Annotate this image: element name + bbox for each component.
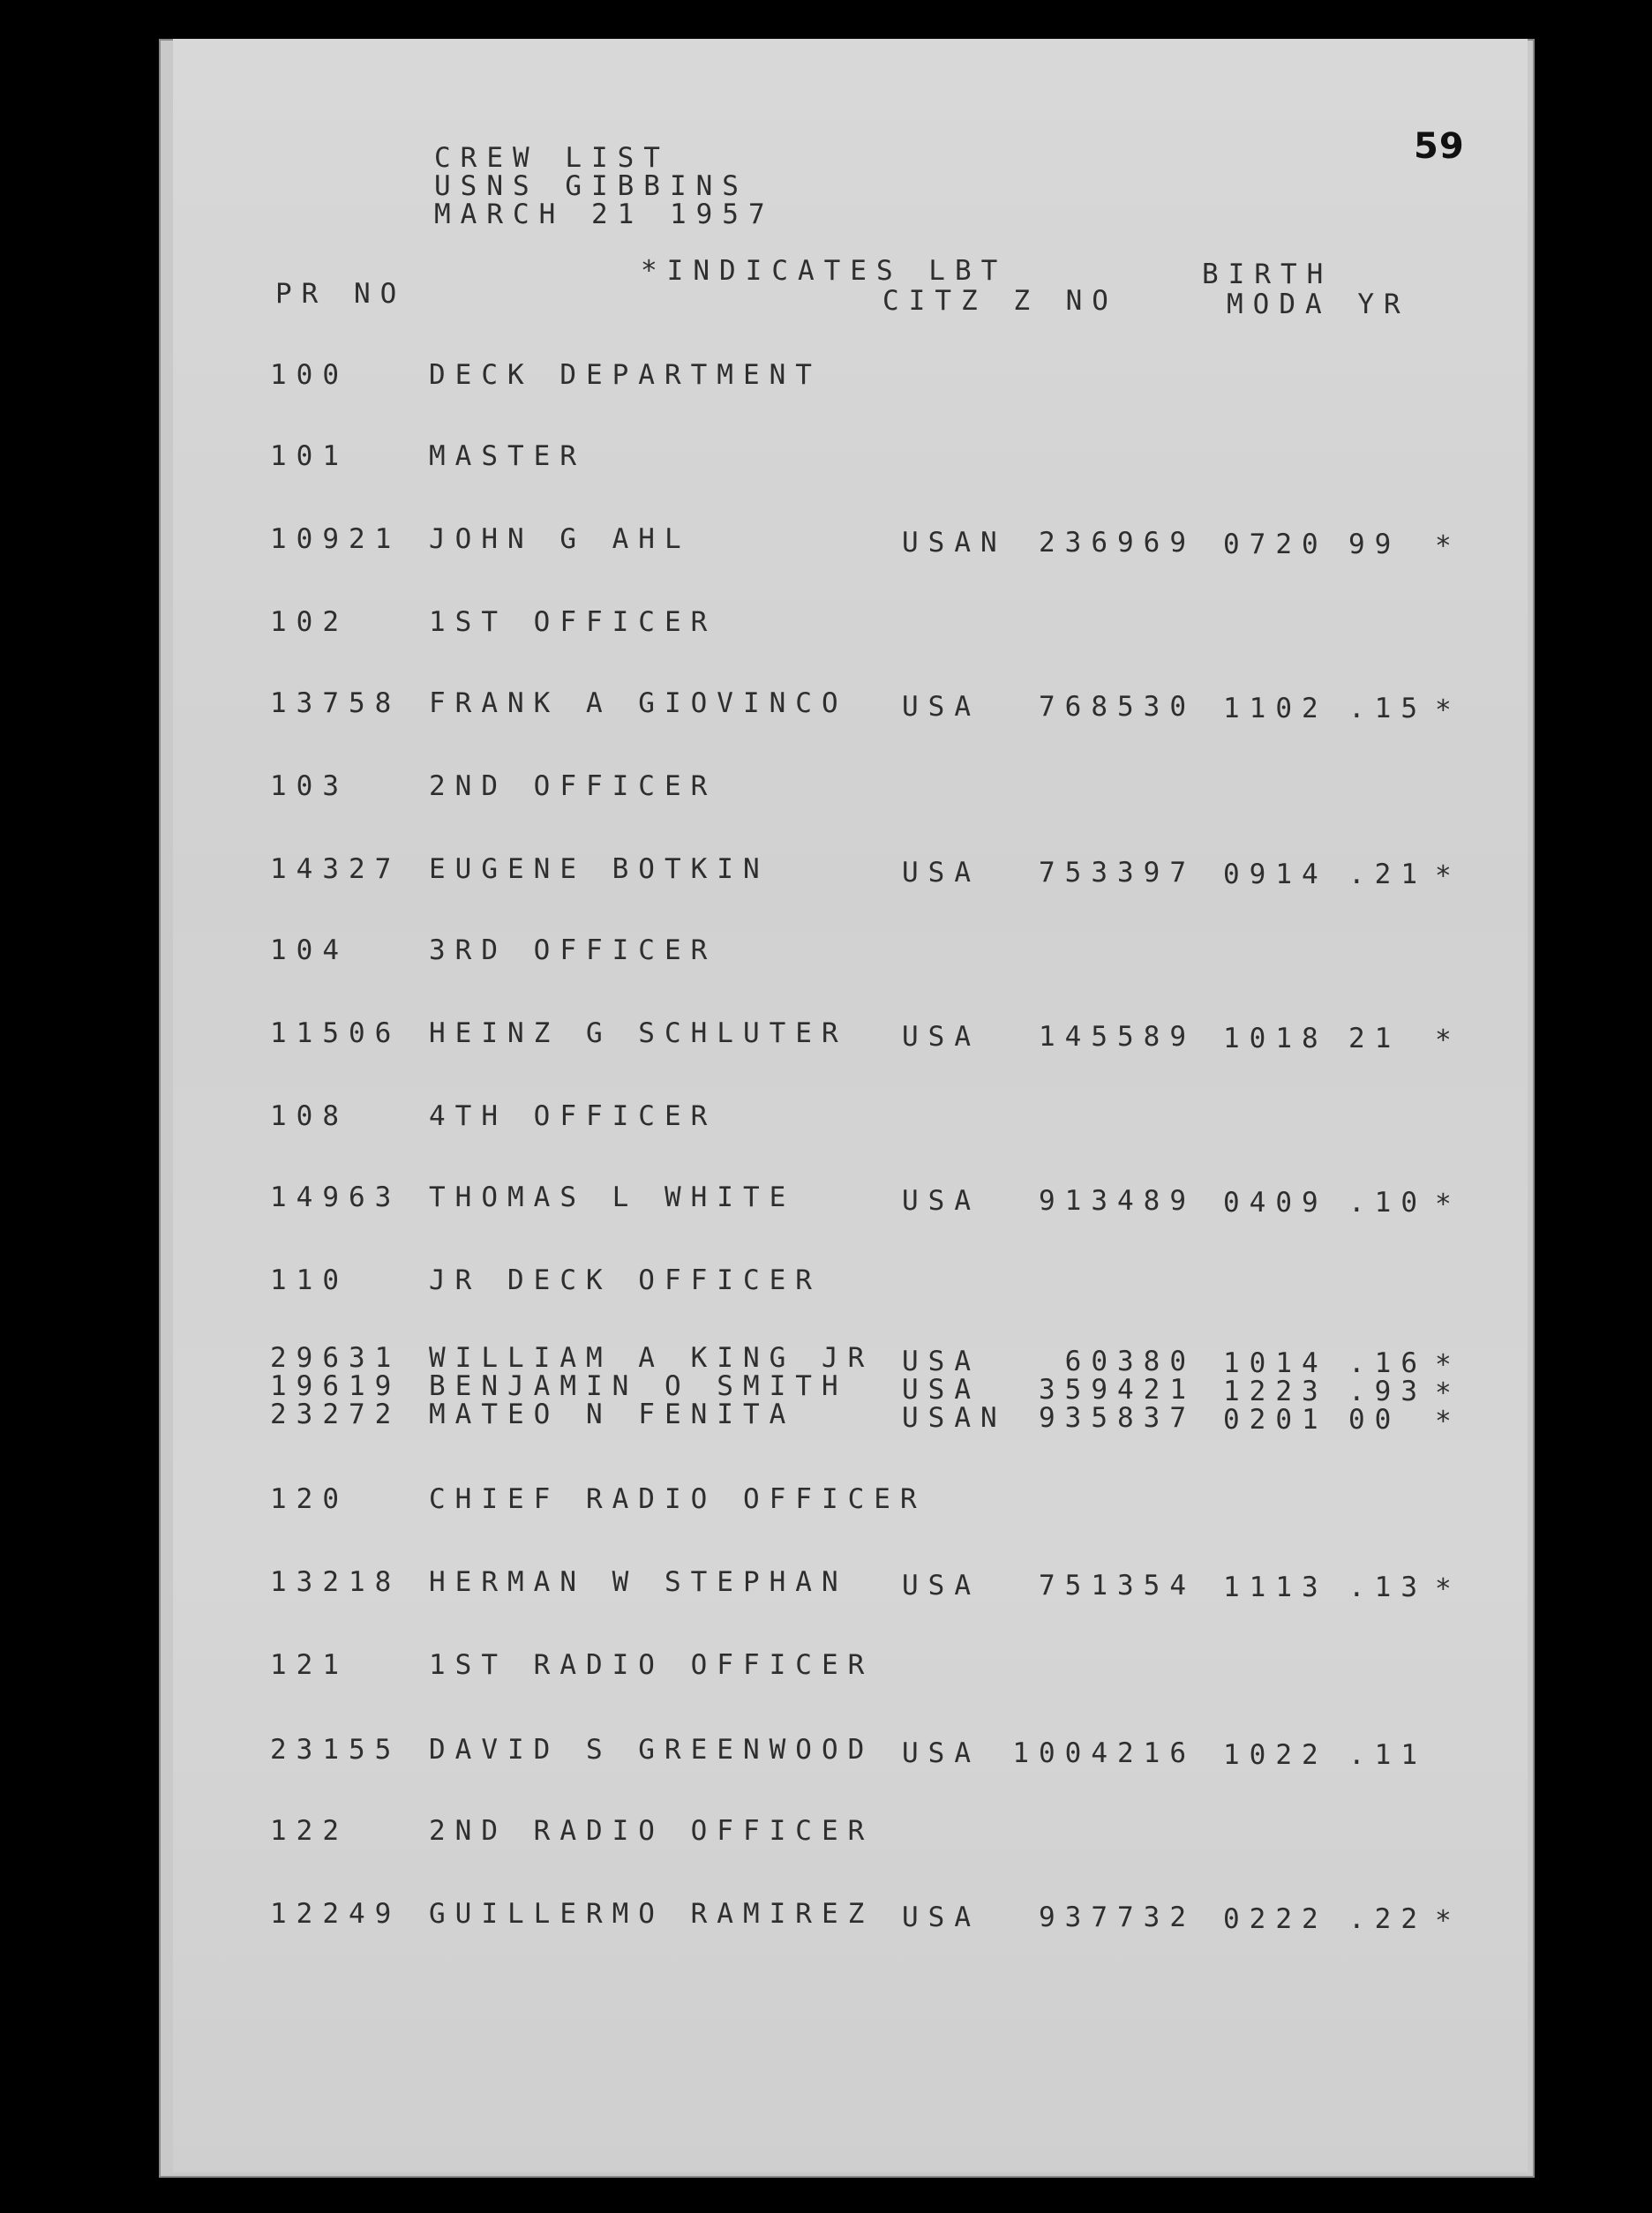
crew-name: HERMAN W STEPHAN [429, 1566, 848, 1598]
crew-pr-number: 13758 [270, 687, 402, 719]
crew-birth-moda: 1223 [1223, 1376, 1328, 1407]
section-title: 1ST OFFICER [429, 606, 717, 638]
crew-birth-year: .15 [1348, 693, 1427, 724]
header-ship: USNS GIBBINS [434, 170, 748, 202]
crew-name: GUILLERMO RAMIREZ [429, 1898, 875, 1930]
crew-birth-year: .93 [1348, 1376, 1427, 1407]
crew-name: BENJAMIN O SMITH [429, 1370, 848, 1402]
crew-birth-year: .10 [1348, 1187, 1427, 1219]
section-title: 2ND RADIO OFFICER [429, 1815, 875, 1847]
crew-birth-moda: 1022 [1223, 1739, 1328, 1771]
crew-birth-year: 00 [1348, 1404, 1401, 1436]
lbt-indicator: * [1435, 694, 1461, 726]
header-date: MARCH 21 1957 [434, 199, 775, 230]
crew-birth-moda: 0201 [1223, 1404, 1328, 1436]
crew-z-number: 60380 [1064, 1346, 1196, 1377]
page-number: 59 [1414, 126, 1465, 167]
crew-birth-moda: 1014 [1223, 1347, 1328, 1379]
section-title: CHIEF RADIO OFFICER [429, 1483, 927, 1515]
section-code: 122 [270, 1815, 349, 1847]
crew-citizenship: USAN [902, 1402, 1007, 1434]
crew-pr-number: 11506 [270, 1017, 402, 1049]
crew-birth-moda: 0914 [1223, 859, 1328, 890]
crew-name: WILLIAM A KING JR [429, 1342, 875, 1374]
crew-birth-year: 99 [1348, 529, 1401, 560]
crew-citizenship: USA [902, 1570, 980, 1602]
crew-pr-number: 14327 [270, 853, 402, 885]
lbt-indicator: * [1435, 860, 1461, 892]
crew-birth-moda: 0409 [1223, 1187, 1328, 1219]
crew-citizenship: USA [902, 1737, 980, 1769]
section-title: MASTER [429, 440, 586, 472]
lbt-indicator: * [1435, 1406, 1461, 1437]
crew-name: MATEO N FENITA [429, 1399, 796, 1430]
crew-name: DAVID S GREENWOOD [429, 1734, 875, 1766]
crew-pr-number: 23272 [270, 1399, 402, 1430]
crew-name: EUGENE BOTKIN [429, 853, 770, 885]
crew-z-number: 236969 [1039, 527, 1196, 559]
crew-z-number: 768530 [1039, 691, 1196, 723]
crew-citizenship: USA [902, 1346, 980, 1377]
crew-birth-year: .11 [1348, 1739, 1427, 1771]
crew-z-number: 145589 [1039, 1021, 1196, 1053]
crew-birth-moda: 1102 [1223, 693, 1328, 724]
crew-name: THOMAS L WHITE [429, 1182, 796, 1213]
lbt-indicator: * [1435, 1024, 1461, 1056]
crew-pr-number: 19619 [270, 1370, 402, 1402]
column-header-birth: BIRTH [1202, 259, 1333, 290]
column-note-indicates-lbt: *INDICATES LBT [641, 255, 1008, 287]
lbt-indicator: * [1435, 1905, 1461, 1937]
lbt-indicator: * [1435, 1573, 1461, 1605]
crew-z-number: 359421 [1039, 1374, 1196, 1406]
crew-pr-number: 12249 [270, 1898, 402, 1930]
crew-birth-year: .13 [1348, 1572, 1427, 1603]
crew-birth-moda: 1018 [1223, 1023, 1328, 1054]
crew-name: FRANK A GIOVINCO [429, 687, 848, 719]
section-code: 100 [270, 359, 349, 391]
header-title: CREW LIST [434, 142, 670, 174]
column-header-pr-no: PR NO [275, 278, 407, 310]
section-title: 4TH OFFICER [429, 1100, 717, 1132]
column-header-moda-yr: MODA YR [1227, 289, 1410, 320]
crew-citizenship: USA [902, 1185, 980, 1217]
crew-pr-number: 13218 [270, 1566, 402, 1598]
crew-z-number: 935837 [1039, 1402, 1196, 1434]
crew-name: JOHN G AHL [429, 523, 691, 555]
crew-z-number: 751354 [1039, 1570, 1196, 1602]
crew-citizenship: USAN [902, 527, 1007, 559]
section-code: 104 [270, 934, 349, 966]
section-code: 110 [270, 1264, 349, 1296]
section-code: 102 [270, 606, 349, 638]
column-header-citz-z-no: CITZ Z NO [882, 285, 1118, 317]
crew-citizenship: USA [902, 691, 980, 723]
crew-z-number: 753397 [1039, 857, 1196, 889]
crew-pr-number: 10921 [270, 523, 402, 555]
crew-birth-moda: 0720 [1223, 529, 1328, 560]
crew-pr-number: 29631 [270, 1342, 402, 1374]
crew-name: HEINZ G SCHLUTER [429, 1017, 848, 1049]
section-title: JR DECK OFFICER [429, 1264, 822, 1296]
lbt-indicator: * [1435, 1377, 1461, 1409]
crew-birth-moda: 1113 [1223, 1572, 1328, 1603]
crew-birth-year: .22 [1348, 1903, 1427, 1935]
lbt-indicator: * [1435, 530, 1461, 562]
crew-pr-number: 14963 [270, 1182, 402, 1213]
lbt-indicator: * [1435, 1189, 1461, 1220]
crew-citizenship: USA [902, 1374, 980, 1406]
crew-z-number: 913489 [1039, 1185, 1196, 1217]
section-title: 1ST RADIO OFFICER [429, 1649, 875, 1681]
section-code: 121 [270, 1649, 349, 1681]
crew-birth-year: .21 [1348, 859, 1427, 890]
crew-pr-number: 23155 [270, 1734, 402, 1766]
document-page [173, 39, 1528, 2172]
section-code: 101 [270, 440, 349, 472]
crew-citizenship: USA [902, 1902, 980, 1933]
section-title: 3RD OFFICER [429, 934, 717, 966]
section-code: 103 [270, 770, 349, 802]
crew-citizenship: USA [902, 857, 980, 889]
crew-citizenship: USA [902, 1021, 980, 1053]
crew-birth-year: 21 [1348, 1023, 1401, 1054]
crew-birth-year: .16 [1348, 1347, 1427, 1379]
crew-z-number: 937732 [1039, 1902, 1196, 1933]
section-code: 108 [270, 1100, 349, 1132]
crew-z-number: 1004216 [1012, 1737, 1196, 1769]
section-title: 2ND OFFICER [429, 770, 717, 802]
section-code: 120 [270, 1483, 349, 1515]
crew-birth-moda: 0222 [1223, 1903, 1328, 1935]
section-title: DECK DEPARTMENT [429, 359, 822, 391]
lbt-indicator: * [1435, 1349, 1461, 1381]
